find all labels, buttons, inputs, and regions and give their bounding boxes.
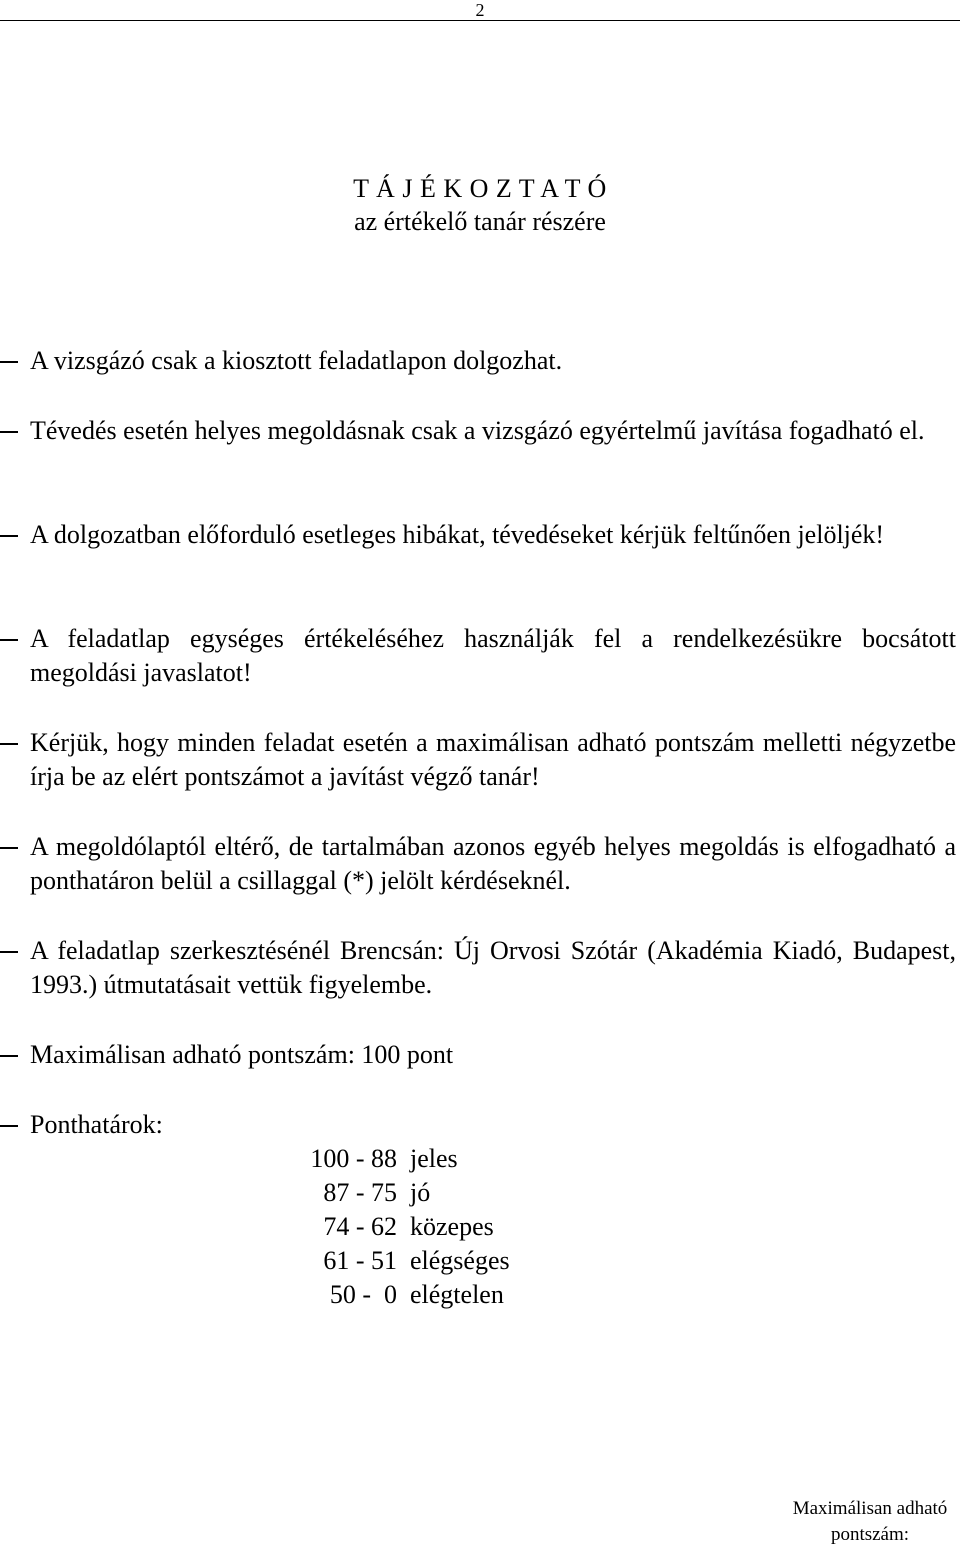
dash-bullet-icon xyxy=(0,847,18,849)
grade-label: elégtelen xyxy=(410,1280,504,1309)
header-rule xyxy=(0,20,960,21)
grade-label: jó xyxy=(410,1178,431,1207)
max-points-text: Maximálisan adható pontszám: 100 pont xyxy=(30,1040,454,1069)
grade-range: 87 - 75 xyxy=(323,1178,397,1207)
dash-bullet-icon xyxy=(0,951,18,953)
document-title: T Á J É K O Z T A T Ó xyxy=(353,174,607,203)
max-points-footer-label: Maximálisan adható pontszám: xyxy=(792,1498,948,1545)
instruction-text: A megoldólaptól eltérő, de tartalmában azonos egyéb helyes megoldás is elfogadható a ponthatáron belül a csillaggal (*) jelölt kérdéseknél. xyxy=(30,832,956,895)
grade-label: jeles xyxy=(410,1144,458,1173)
instruction-text: Tévedés esetén helyes megoldásnak csak a vizsgázó egyértelmű javítása fogadható el. xyxy=(30,416,925,445)
grade-row xyxy=(280,1278,680,1312)
grade-table xyxy=(280,1142,680,1312)
instruction-text: A vizsgázó csak a kiosztott feladatlapon dolgozhat. xyxy=(30,346,563,375)
document-subtitle: az értékelő tanár részére xyxy=(354,207,606,236)
page-number: 2 xyxy=(475,0,485,20)
instruction-text: A feladatlap egységes értékeléséhez használják fel a rendelkezésükre bocsátott megoldási javaslatot! xyxy=(30,624,956,687)
dash-bullet-icon xyxy=(0,361,18,363)
instruction-text: A feladatlap szerkesztésénél Brencsán: Új Orvosi Szótár (Akadémia Kiadó, Budapest, 1993.) útmutatásait vettük figyelembe. xyxy=(30,936,956,999)
grade-row xyxy=(280,1142,680,1176)
grade-row xyxy=(280,1176,680,1210)
grade-row xyxy=(280,1244,680,1278)
instruction-text: A dolgozatban előforduló esetleges hibákat, tévedéseket kérjük feltűnően jelöljék! xyxy=(30,520,885,549)
instruction-text: Kérjük, hogy minden feladat esetén a maximálisan adható pontszám melletti négyzetbe írja be az elért pontszámot a javítást végző tanár! xyxy=(30,728,956,791)
dash-bullet-icon xyxy=(0,535,18,537)
dash-bullet-icon xyxy=(0,1055,18,1057)
dash-bullet-icon xyxy=(0,743,18,745)
dash-bullet-icon xyxy=(0,431,18,433)
grade-range: 100 - 88 xyxy=(310,1144,397,1173)
grade-thresholds-heading: Ponthatárok: xyxy=(30,1110,163,1139)
grade-range: 74 - 62 xyxy=(323,1212,397,1241)
grade-label: elégséges xyxy=(410,1246,510,1275)
grade-range: 61 - 51 xyxy=(323,1246,397,1275)
dash-bullet-icon xyxy=(0,639,18,641)
dash-bullet-icon xyxy=(0,1125,18,1127)
grade-row xyxy=(280,1210,680,1244)
grade-range: 50 - 0 xyxy=(329,1280,397,1309)
grade-label: közepes xyxy=(410,1212,494,1241)
